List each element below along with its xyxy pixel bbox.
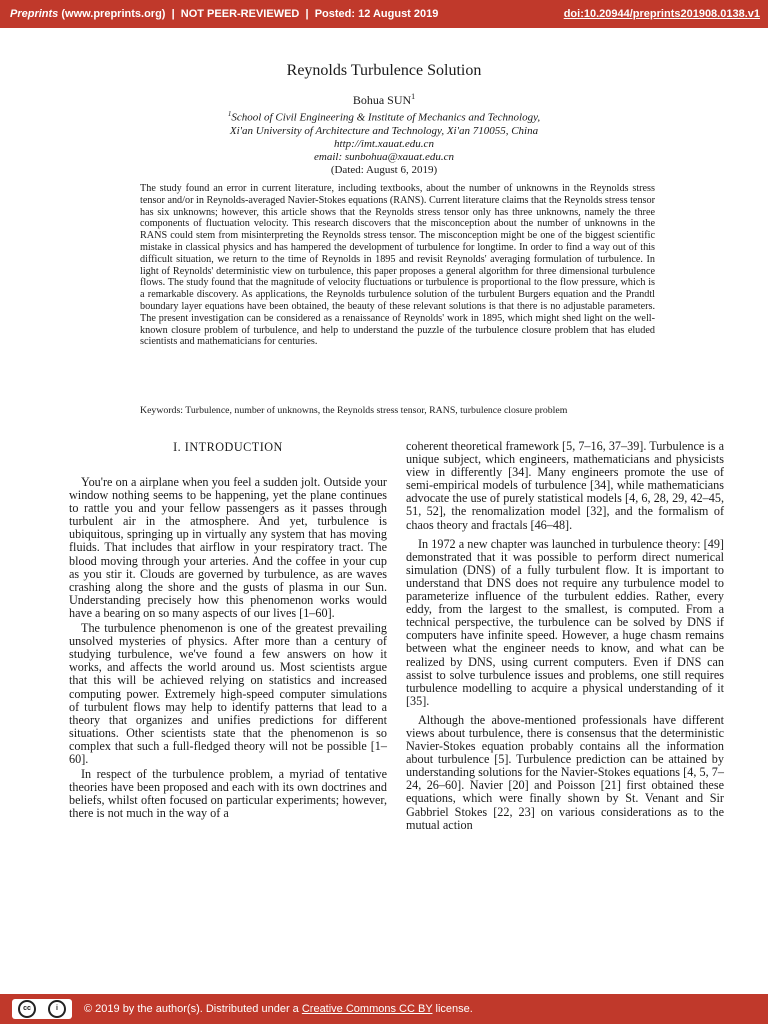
intro-paragraph-5: Although the above-mentioned professionals have different views about turbulence, there is consensus that the deterministic Navier-Stokes equation probably contains all the information about turbulence [5]. Turbulence prediction can be attained by understanding solutions for the Navier-Stokes equations [4, 5, 7–24, 26–60]. Navier [20] and Poisson [21] first obtained these equations, which were finally shown by St. Venant and Sir Gabbriel Stokes [22, 23] on various considerations as to the mutual action <box>406 712 724 832</box>
license-link[interactable]: Creative Commons CC BY <box>301 1003 433 1015</box>
cc-by-badge-icon[interactable] <box>12 999 72 1019</box>
posted-date: Posted: 12 August 2019 <box>314 8 439 20</box>
affiliation-line-1: School of Civil Engineering & Institute of Mechanics and Technology, <box>231 111 541 124</box>
intro-paragraph-3: In respect of the turbulence problem, a myriad of tentative theories have been proposed and each with its own doctrines and beliefs, whilst often focused on particular experiments; however, there is not much in the way of a <box>69 767 387 821</box>
author-email[interactable]: email: sunbohua@xauat.edu.cn <box>314 150 454 163</box>
cc-icon: cc <box>18 1000 36 1018</box>
intro-paragraph-3-continued: coherent theoretical framework [5, 7–16, 37–39]. Turbulence is a unique subject, which engineers, mathematicians and physicists view in differently [34]. Many engineers promote the use of semi-empirical models of turbulence [34], while mathematicians advocate the use of purely statistical models [4, 6, 28, 29, 42–45, 51, 52], the renomalization model [32], and the formalism of chaos theory and fractals [46–48]. <box>406 439 724 532</box>
left-column <box>69 440 387 820</box>
keywords: Keywords: Turbulence, number of unknowns, the Reynolds stress tensor, RANS, turbulence closure problem <box>140 405 568 416</box>
preprint-banner <box>0 0 768 28</box>
affiliation-line-2: Xi'an University of Architecture and Technology, Xi'an 710055, China <box>229 124 539 137</box>
preprints-brand[interactable]: Preprints <box>10 8 59 20</box>
author-website[interactable]: http://imt.xauat.edu.cn <box>334 137 434 150</box>
section-heading: I. INTRODUCTION <box>173 440 283 454</box>
preprints-site[interactable]: (www.preprints.org) <box>61 8 166 20</box>
license-footer <box>0 994 768 1024</box>
banner-left: Preprints (www.preprints.org) | NOT PEER-REVIEWED | Posted: 12 August 2019 <box>10 8 439 20</box>
paper-dated: (Dated: August 6, 2019) <box>330 163 438 176</box>
person-icon: i <box>48 1000 66 1018</box>
peer-review-status: NOT PEER-REVIEWED <box>180 8 300 20</box>
paper-title: Reynolds Turbulence Solution <box>286 62 482 79</box>
paper-author: Bohua SUN$^1$ <box>352 92 416 107</box>
right-column <box>406 440 724 832</box>
doi-link[interactable]: doi:10.20944/preprints201908.0138.v1 <box>563 8 760 20</box>
intro-paragraph-4: In 1972 a new chapter was launched in turbulence theory: [49] demonstrated that it was possible to perform direct numerical simulation (DNS) of a fully turbulent flow. It is important to understand that DNS does not require any turbulence model to parameterize influence of the turbulent eddies. Rather, every eddy, from the largest to the smallest, is computed. From a technical perspective, the turbulence can be solved by DNS if computers have infinite speed. However, a huge chasm remains between what the engineer needs to know, and what can be realized by DNS, using current computers. Even if DNS can assist to solve turbulence issues and problems, one still requires turbulence modelling to acquire a physical understanding of it [35]. <box>406 536 724 708</box>
author-affiliation: $^1$School of Civil Engineering & Institute of Mechanics and Technology, Xi'an University of Architecture and Technology, Xi'an 710055, China http://imt.xauat.edu.cn email: sunbohua@xauat.edu.cn (Dated: August 6, 2019) <box>100 108 668 177</box>
intro-paragraph-1: You're on a airplane when you feel a sudden jolt. Outside your window nothing seems to be happening, yet the plane continues to rattle you and your fellow passengers as it passes through turbulent air in the atmosphere. And yet, turbulence is ubiquitous, springing up in virtually any system that has moving fluids. That includes that airflow in your respiratory tract. The blood moving through your arteries. And the coffee in your cup as you stir it. Clouds are governed by turbulence, as are waves crashing along the shore and the gusts of plasma in our Sun. Understanding precisely how this phenomenon works would have a bearing on so many aspects of our lives [1–60]. <box>69 475 387 620</box>
abstract-text: The study found an error in current literature, including textbooks, about the number of unknowns in the Reynolds stress tensor and/or in Reynolds-averaged Navier-Stokes equations (RANS). Current literature claims that the Reynolds stress tensor has six unknowns; however, this article shows that the Reynolds stress tensor only has three unknowns, namely the three components of fluctuation velocity. This research discovers that the misconception about the number of unknowns in the RANS could stem from misinterpreting the Reynolds stress tensor. The misconception might be one of the biggest scientific mistake in classical physics and has hampered the development of turbulence for longtime. In order to find a way out of this difficult situation, we return to the time of Reynolds in 1895 and revisit Reynolds' averaging formulation of turbulence. In light of Reynolds' deterministic view on turbulence, this paper proposes a general algorithm for three dimensional turbulence flows. The study found that the magnitude of velocity fluctuations or turbulence is proportional to the flow pressure, which is a remarkable discovery. As applications, the Reynolds turbulence solution of the turbulent Burgers equation and the Prandtl boundary layer equations have been obtained, the beauty of these relevant solutions is that there is no adjustable parameters. The present investigation can be considered as a renaissance of Reynolds' work in 1895, which might shed light on the well-known closure problem of turbulence, and help to understand the puzzle of the turbulence closure problem that has eluded scientists and mathematicians for centuries. <box>140 183 655 348</box>
license-text: © 2019 by the author(s). Distributed under a Creative Commons CC BY license. <box>84 1003 473 1015</box>
intro-paragraph-2: The turbulence phenomenon is one of the greatest prevailing unsolved mysteries of physics. After more than a century of studying turbulence, we've found a few answers on how it works, and affects the world around us. Most scientists argue that this will be achieved relying on statistics and increased computing power. Extremely high-speed computer simulations of turbulent flows may help to identify patterns that lead to a theory that organizes and unifies predictions for different situations. Other scientists state that the phenomenon is so complex that such a full-fledged theory will not be possible [1–60]. <box>69 621 387 766</box>
abstract <box>140 183 655 348</box>
